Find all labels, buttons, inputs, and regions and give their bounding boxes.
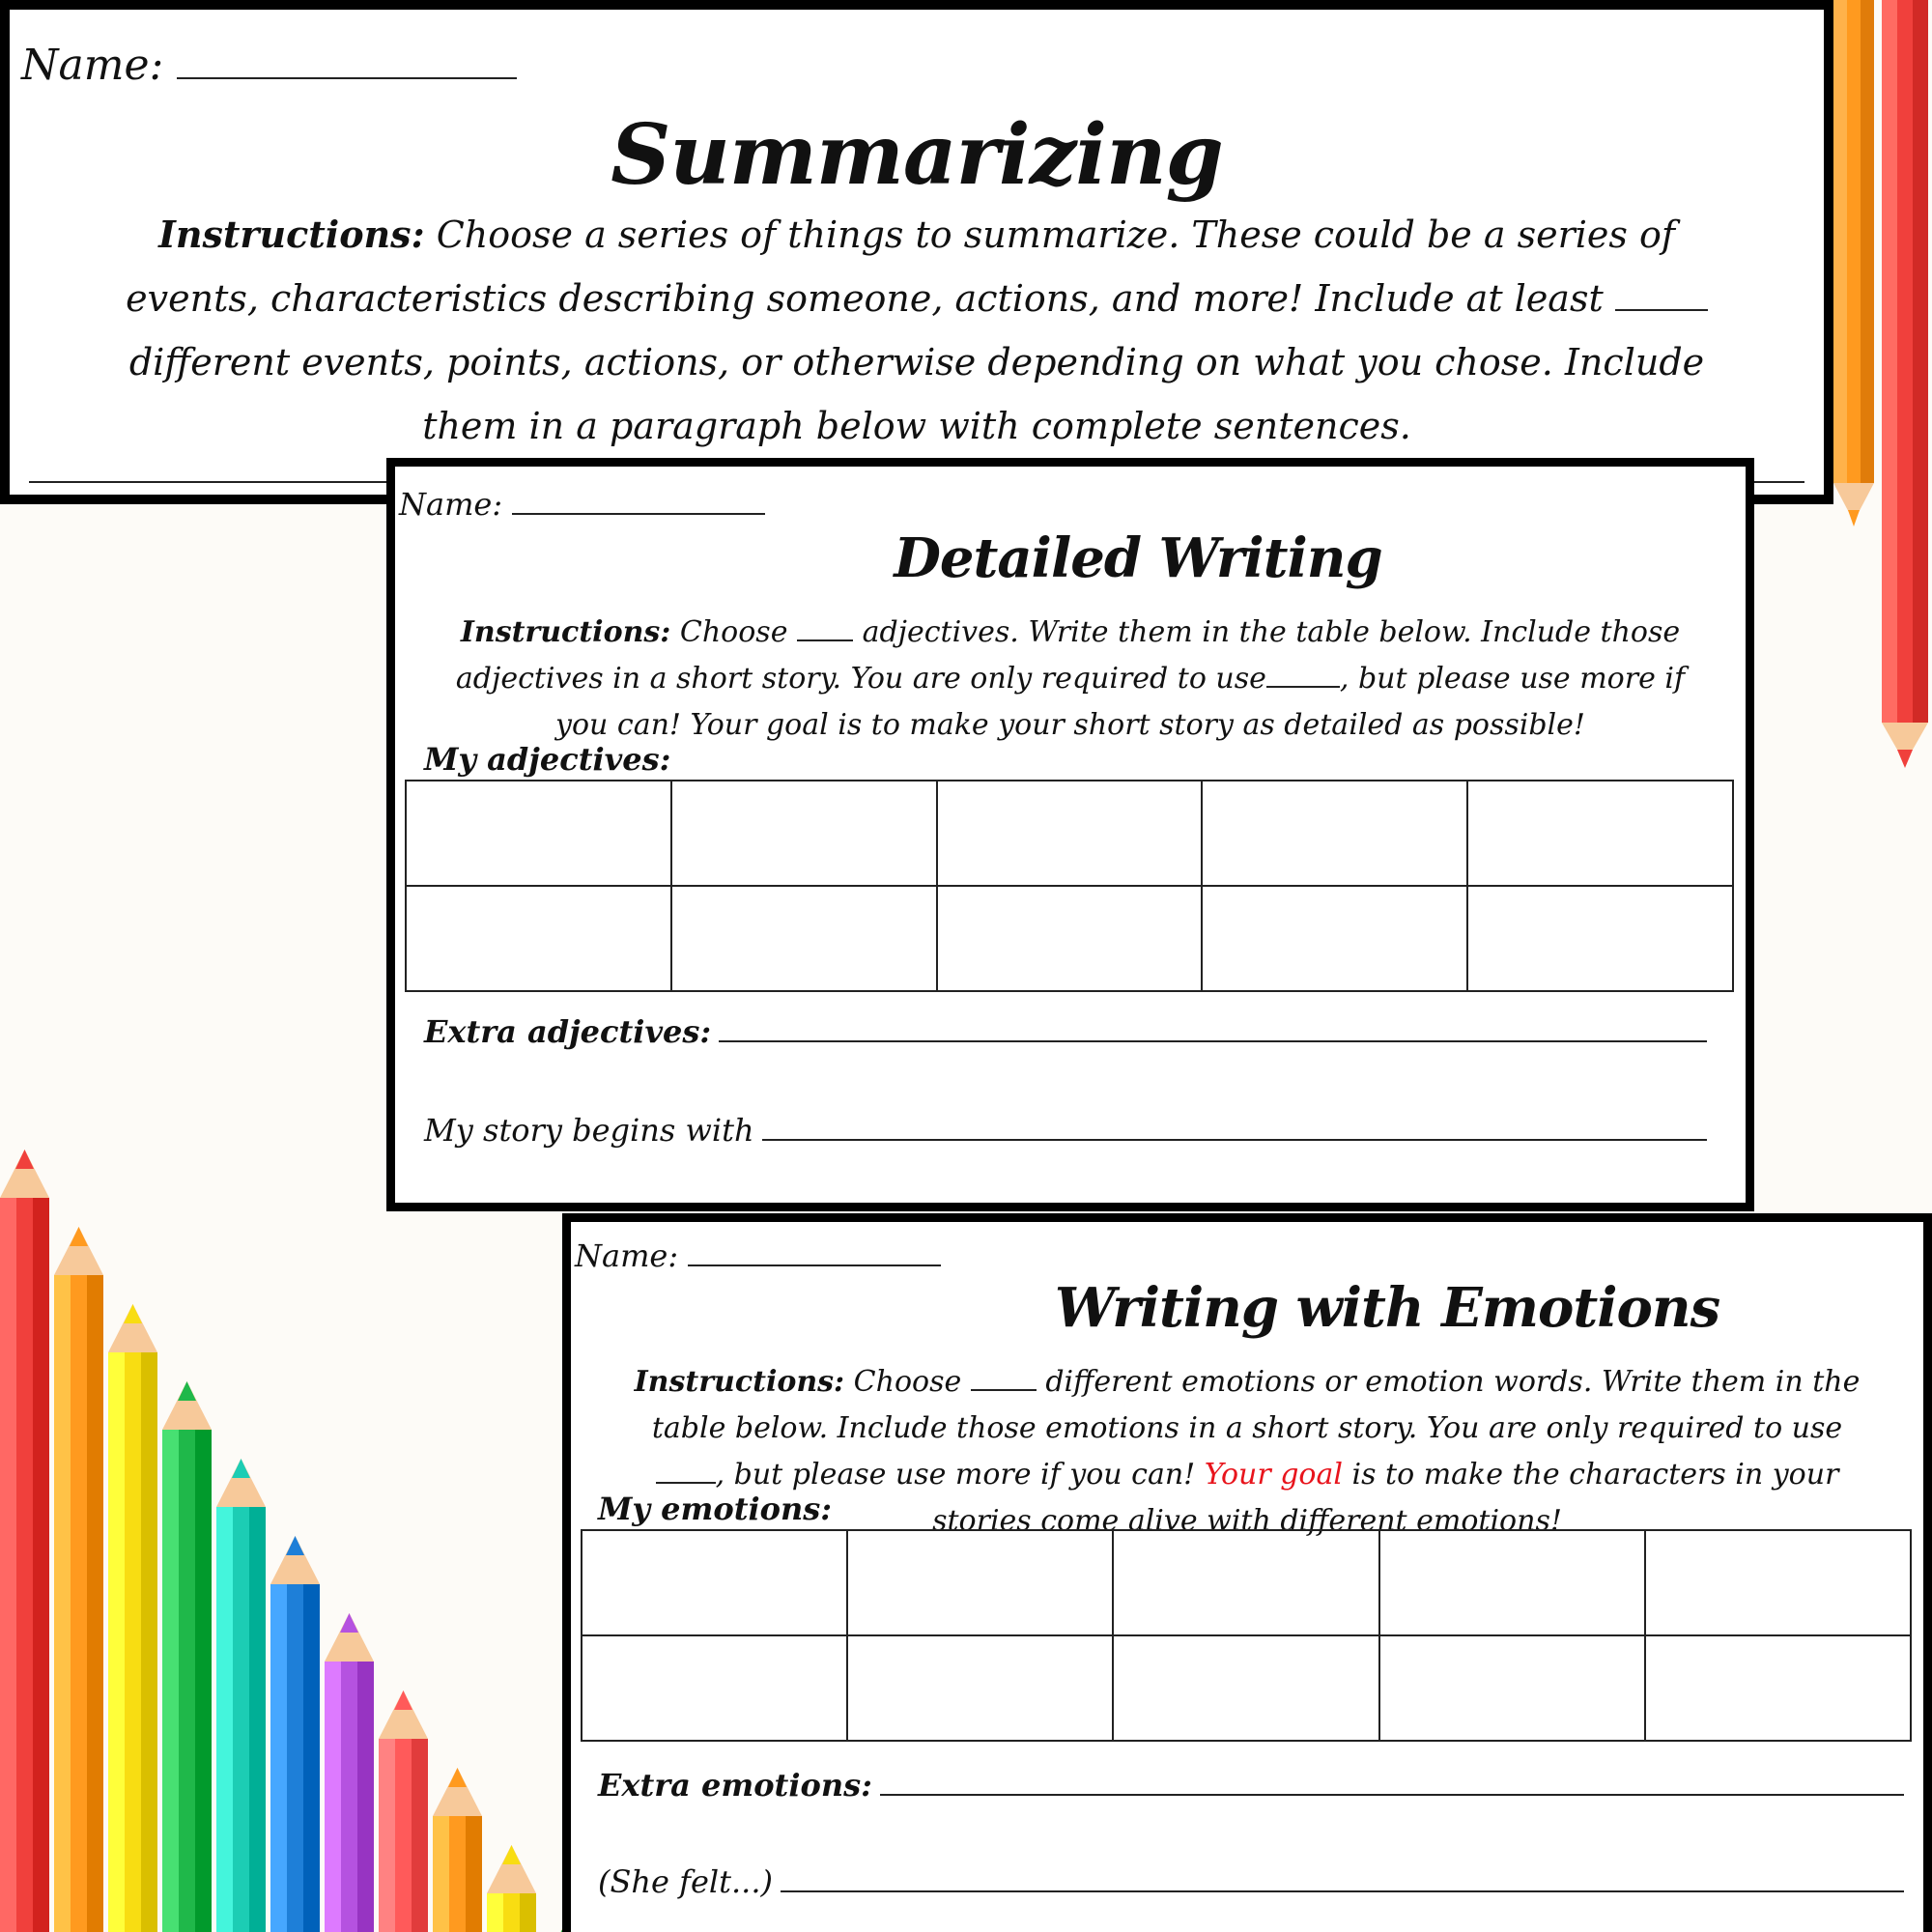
instructions-label: Instructions: [158, 213, 425, 256]
table-cell[interactable] [582, 1635, 847, 1741]
colored-pencils-decoration [0, 1150, 580, 1932]
table-cell[interactable] [1467, 886, 1733, 991]
name-label: Name: [21, 41, 164, 90]
detailed-writing-worksheet [386, 458, 1754, 1211]
pencil-4 [162, 1381, 212, 1932]
table-cell[interactable] [1202, 886, 1467, 991]
she-felt-label: (She felt...) [598, 1863, 773, 1900]
table-cell[interactable] [1379, 1635, 1645, 1741]
table-cell[interactable] [1113, 1635, 1378, 1741]
story-begins-label: My story begins with [424, 1112, 754, 1149]
instructions-text-2: adjectives. Write them in the table below. Include those adjectives in a short story. You are only required to use [455, 615, 1681, 696]
table-cell[interactable] [1113, 1530, 1378, 1635]
emotions-table-label: My emotions: [598, 1491, 833, 1527]
instructions-text-2: different events, points, actions, or otherwise depending on what you chose. Include them in a paragraph below with complete sentences. [128, 341, 1705, 447]
table-cell[interactable] [937, 886, 1203, 991]
name-label: Name: [399, 486, 503, 523]
pencil-8 [379, 1690, 428, 1932]
answer-line[interactable] [762, 1139, 1707, 1141]
pencil-10 [487, 1845, 536, 1932]
answer-line[interactable] [781, 1890, 1904, 1892]
extra-emotions-line[interactable] [598, 1767, 1904, 1804]
table-row [406, 781, 1733, 886]
extra-emotions-label: Extra emotions: [598, 1767, 872, 1804]
pencil-3 [108, 1304, 157, 1932]
instructions [453, 610, 1688, 749]
table-row [406, 886, 1733, 991]
table-cell[interactable] [671, 886, 937, 991]
emotion-count-blank[interactable] [971, 1362, 1037, 1391]
adjectives-table [405, 780, 1734, 992]
red-pencil [1882, 0, 1928, 768]
adjectives-table-label: My adjectives: [424, 741, 671, 778]
pencil-7 [325, 1613, 374, 1932]
table-cell[interactable] [937, 781, 1203, 886]
instructions-text-1: Choose [679, 615, 788, 649]
required-count-blank[interactable] [656, 1455, 716, 1484]
instructions-text-1: Choose [853, 1365, 962, 1399]
name-blank[interactable] [688, 1236, 941, 1266]
table-cell[interactable] [847, 1635, 1113, 1741]
extra-adjectives-line[interactable] [424, 1013, 1707, 1050]
required-count-blank[interactable] [1266, 659, 1340, 688]
right-pencils-decoration [1833, 0, 1932, 773]
instructions-text-3: , but please use more if you can! Your goal is to make your short story as detailed as possible! [555, 662, 1686, 742]
table-row [582, 1635, 1911, 1741]
she-felt-line[interactable] [598, 1863, 1904, 1900]
table-cell[interactable] [582, 1530, 847, 1635]
pencil-2 [54, 1227, 103, 1932]
instructions-text-4: is to make the characters in your stories come alive with different emotions! [932, 1458, 1839, 1538]
story-begins-line[interactable] [424, 1112, 1707, 1149]
answer-line[interactable] [719, 1040, 1707, 1042]
instructions [97, 203, 1737, 458]
writing-with-emotions-worksheet [562, 1213, 1932, 1932]
pencil-1 [0, 1150, 49, 1932]
orange-pencil [1833, 0, 1874, 526]
page-title: Summarizing [611, 106, 1223, 204]
name-blank[interactable] [177, 37, 517, 79]
table-cell[interactable] [1645, 1530, 1911, 1635]
summarizing-worksheet [0, 0, 1833, 504]
name-field[interactable] [21, 37, 517, 90]
pencil-9 [433, 1768, 482, 1932]
page-title: Detailed Writing [894, 526, 1382, 590]
name-field[interactable] [399, 484, 765, 523]
page-title: Writing with Emotions [1054, 1276, 1720, 1340]
table-cell[interactable] [406, 886, 671, 991]
instructions-text-2: different emotions or emotion words. Write them in the table below. Include those emotions in a short story. You are only required to use [651, 1365, 1861, 1445]
pencil-5 [216, 1459, 266, 1932]
instructions-label: Instructions: [634, 1365, 845, 1399]
instructions-label: Instructions: [460, 615, 671, 649]
name-label: Name: [575, 1237, 679, 1274]
table-cell[interactable] [1645, 1635, 1911, 1741]
name-blank[interactable] [512, 484, 765, 515]
highlighted-goal: Your goal [1204, 1458, 1343, 1492]
adjective-count-blank[interactable] [797, 612, 853, 641]
instructions-text-3: , but please use more if you can! [715, 1458, 1196, 1492]
extra-adjectives-label: Extra adjectives: [424, 1013, 712, 1050]
answer-line[interactable] [880, 1794, 1904, 1796]
table-cell[interactable] [847, 1530, 1113, 1635]
pencil-6 [270, 1536, 320, 1932]
table-cell[interactable] [1202, 781, 1467, 886]
table-cell[interactable] [671, 781, 937, 886]
table-row [582, 1530, 1911, 1635]
table-cell[interactable] [1467, 781, 1733, 886]
emotions-table [581, 1529, 1912, 1742]
name-field[interactable] [575, 1236, 941, 1274]
instructions-text-1: Choose a series of things to summarize. These could be a series of events, characteristics describing someone, actions, and more! Include at least [126, 213, 1675, 320]
table-cell[interactable] [406, 781, 671, 886]
table-cell[interactable] [1379, 1530, 1645, 1635]
count-blank[interactable] [1615, 274, 1708, 311]
